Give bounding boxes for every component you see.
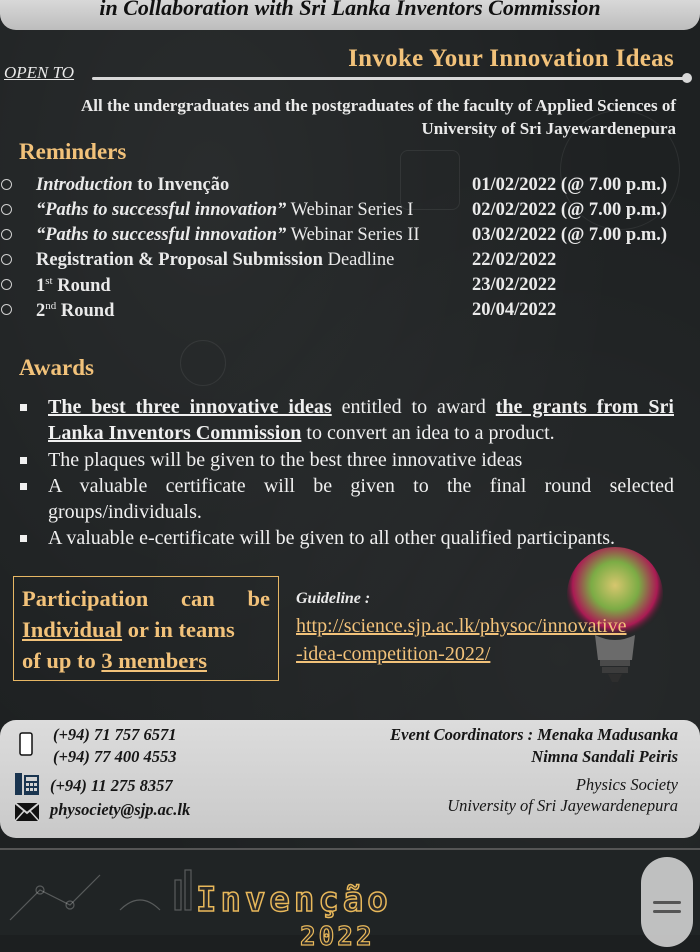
brand-year: 2022 <box>300 922 375 952</box>
guideline-label: Guideline : <box>296 590 371 607</box>
contact-panel <box>0 720 700 838</box>
reminder-date: 22/02/2022 <box>472 250 557 270</box>
headline: Invoke Your Innovation Ideas <box>348 45 674 72</box>
square-bullet-icon <box>20 483 27 490</box>
reminder-item: “Paths to successful innovation” Webinar Series II 03/02/2022 (@ 7.00 p.m.) <box>0 225 700 250</box>
reminder-date: 23/02/2022 <box>472 275 557 295</box>
brand-name: Invenção <box>196 880 392 920</box>
event-coordinators: Event Coordinators : Menaka Madusanka <box>390 725 678 744</box>
divider-dot <box>682 73 692 83</box>
eligibility-text: All the undergraduates and the postgraduates of the faculty of Applied Sciences of University of Sri Jayewardenepura <box>80 96 676 138</box>
coordinator-name: Nimna Sandali Peiris <box>531 747 678 766</box>
reminder-item: 1st Round 23/02/2022 <box>0 275 700 300</box>
circle-bullet-icon <box>1 304 12 315</box>
reminder-item: Introduction to Invenção 01/02/2022 (@ 7.00 p.m.) <box>0 175 700 200</box>
organization-name: Physics Society <box>575 775 678 794</box>
email-envelope-icon <box>14 802 40 822</box>
mobile-number-2[interactable]: (+94) 77 400 4553 <box>53 747 177 766</box>
open-to-label: OPEN TO <box>4 63 75 82</box>
poster: in Collaboration with Sri Lanka Inventors Commission Invoke Your Innovation Ideas OPEN TO All the undergraduates and the postgraduates of the faculty of Applied Sciences of University of Sri Jayewardenepura Reminders Introduction to Invenção 01/02/2022 (@ 7.00 p.m.) “Paths to successful innovation” Webinar Series I 02/02/2022 (@ 7.00 p.m.) “Paths to successful innovation” Webinar Series II 03/02/2022 (@ 7.00 p.m.) Registration & Proposal Submission Deadline 22/02/2022 1st Round 23/02/2022 2nd Round 20/04/2022 Awards The best three innovative ideas entitled to award the grants from Sri Lanka Inventors Commission to convert an idea to a product. The plaques will be given to the best three innovative ideas A valuable certificate will be given to the final round selected groups/individuals. A valuable e-certificate will be given to all other qualified participants. Participation can be Individual or in teams of up to 3 members Guideline : http://science.sjp.ac.lk/physoc/innovative -idea-competition-2022/ (+94) 71 757 6571 (+94) 77 400 4553 (+94) 11 275 8357 physociety@sjp.ac.lk Event Coordinators : Menaka Madusanka Nimna Sandali Peiris Physics Society University of Sri Jayewardenepura Invenção 2022 <box>0 0 700 935</box>
reminder-item: Registration & Proposal Submission Deadline 22/02/2022 <box>0 250 700 275</box>
circle-bullet-icon <box>1 204 12 215</box>
reminder-item: 2nd Round 20/04/2022 <box>0 300 700 325</box>
square-bullet-icon <box>20 404 27 411</box>
menu-button[interactable] <box>641 857 693 947</box>
reminder-date: 20/04/2022 <box>472 300 557 320</box>
telephone-icon <box>14 772 40 796</box>
menu-line-icon <box>653 901 681 904</box>
reminder-item: “Paths to successful innovation” Webinar Series I 02/02/2022 (@ 7.00 p.m.) <box>0 200 700 225</box>
phone-number[interactable]: (+94) 11 275 8357 <box>50 776 173 795</box>
chalk-doodle <box>180 340 226 386</box>
chalk-graph-doodle <box>0 850 200 937</box>
reminders-title: Reminders <box>19 139 127 164</box>
guideline-link[interactable]: http://science.sjp.ac.lk/physoc/innovative -idea-competition-2022/ <box>296 615 627 665</box>
reminder-date: 03/02/2022 (@ 7.00 p.m.) <box>472 225 668 245</box>
university-name: University of Sri Jayewardenepura <box>447 796 678 815</box>
participation-box: Participation can be Individual or in teams of up to 3 members <box>13 576 279 681</box>
circle-bullet-icon <box>1 179 12 190</box>
divider-line <box>92 77 688 80</box>
square-bullet-icon <box>20 457 27 464</box>
circle-bullet-icon <box>1 229 12 240</box>
circle-bullet-icon <box>1 254 12 265</box>
bottom-banner <box>0 848 700 952</box>
square-bullet-icon <box>20 535 27 542</box>
awards-title: Awards <box>19 355 94 380</box>
top-banner: in Collaboration with Sri Lanka Inventors Commission <box>0 0 700 30</box>
reminder-date: 01/02/2022 (@ 7.00 p.m.) <box>472 175 668 195</box>
reminder-date: 02/02/2022 (@ 7.00 p.m.) <box>472 200 668 220</box>
menu-line-icon <box>653 910 681 913</box>
mobile-phone-icon <box>19 732 33 756</box>
email-address[interactable]: physociety@sjp.ac.lk <box>50 800 191 819</box>
mobile-number-1[interactable]: (+94) 71 757 6571 <box>53 725 177 744</box>
circle-bullet-icon <box>1 279 12 290</box>
